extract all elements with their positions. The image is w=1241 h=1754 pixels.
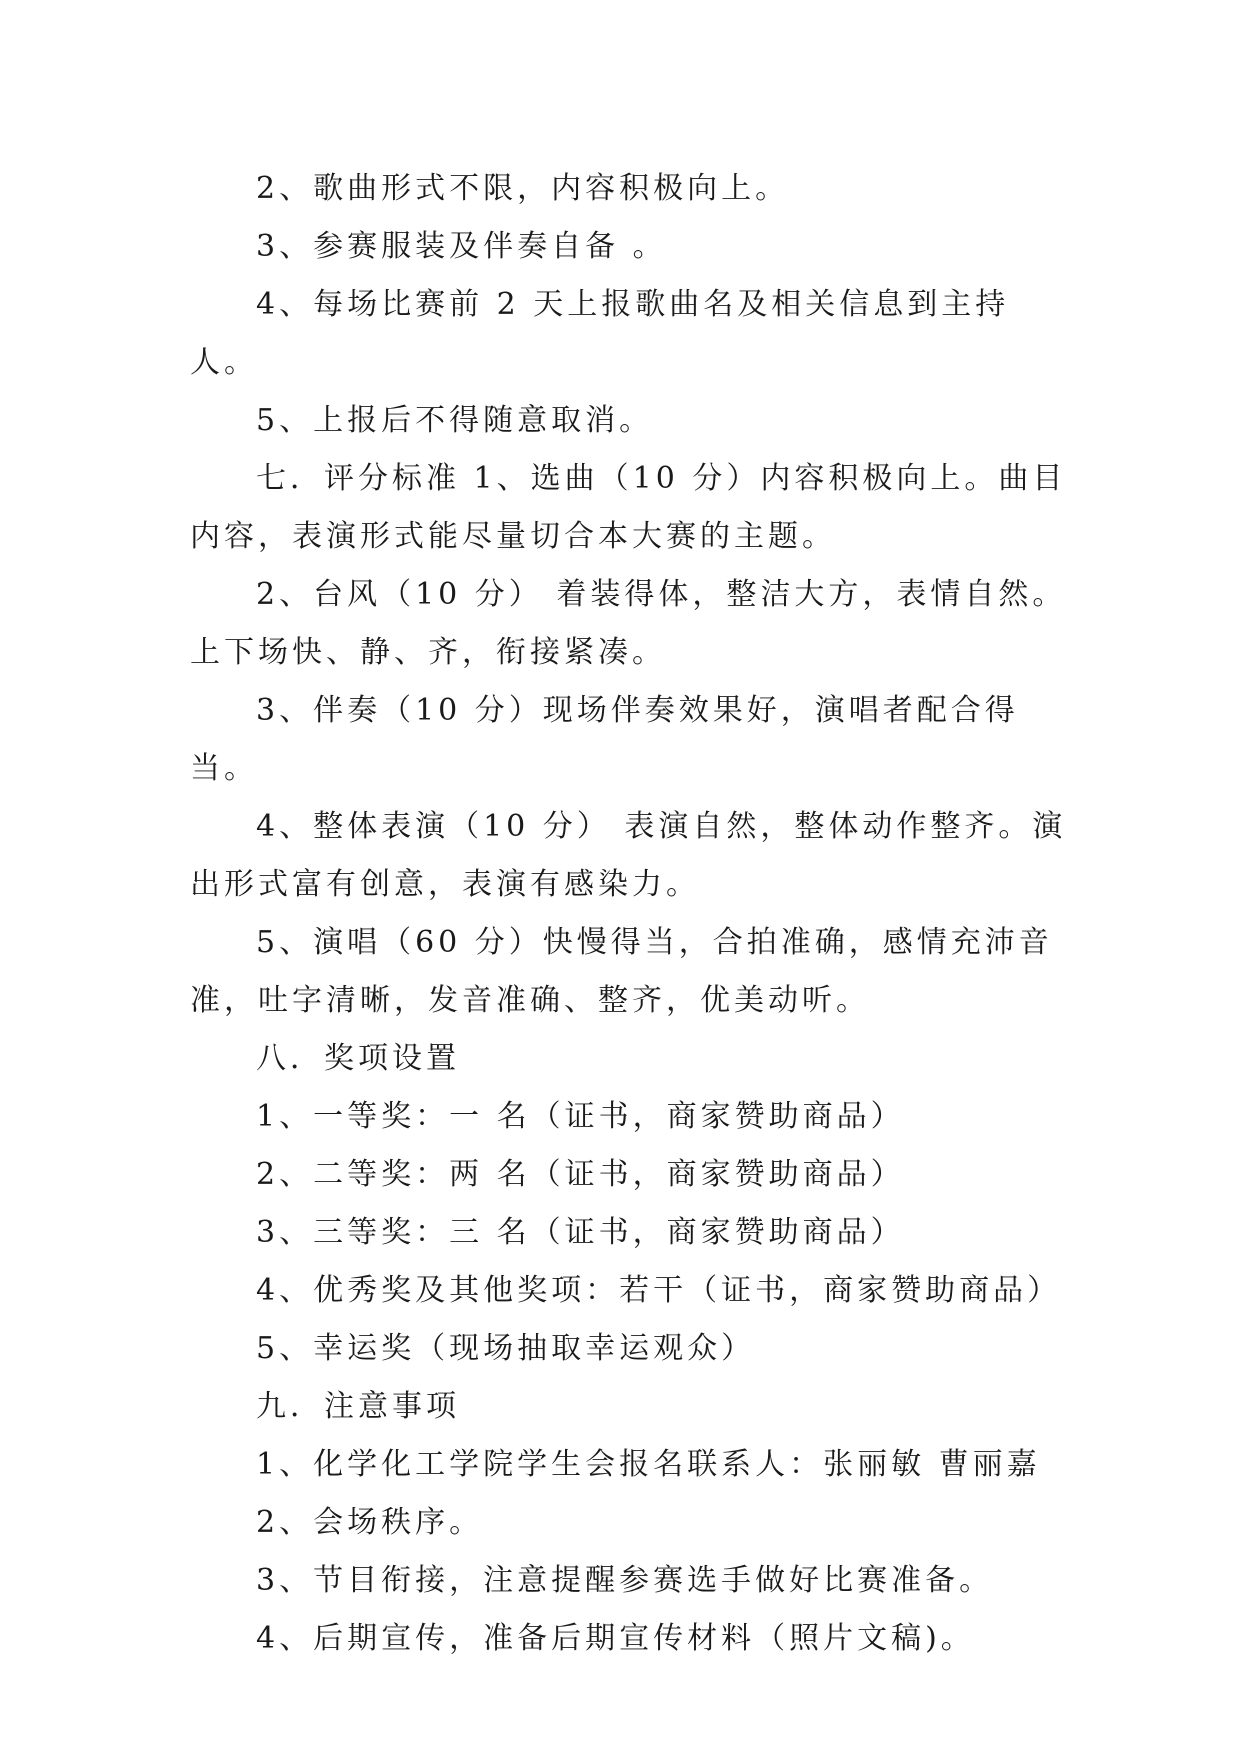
paragraph: 5、幸运奖（现场抽取幸运观众）	[256, 1331, 756, 1366]
paragraph: 3、节目衔接，注意提醒参赛选手做好比赛准备。	[256, 1563, 994, 1598]
paragraph: 2、会场秩序。	[256, 1505, 484, 1540]
paragraph: 3、三等奖：三 名（证书，商家赞助商品）	[256, 1215, 905, 1250]
paragraph: 1、一等奖：一 名（证书，商家赞助商品）	[256, 1099, 905, 1134]
document-body	[190, 160, 1070, 1668]
paragraph: 5、上报后不得随意取消。	[256, 403, 654, 438]
paragraph: 2、歌曲形式不限，内容积极向上。	[256, 171, 790, 206]
paragraph: 4、整体表演（10 分） 表演自然，整体动作整齐。演出形式富有创意，表演有感染力。	[190, 809, 1067, 902]
paragraph: 2、台风（10 分） 着装得体，整洁大方，表情自然。上下场快、静、齐，衔接紧凑。	[190, 577, 1067, 670]
paragraph: 1、化学化工学院学生会报名联系人：张丽敏 曹丽嘉	[256, 1447, 1041, 1482]
section-heading: 八．奖项设置	[256, 1041, 460, 1076]
paragraph: 5、演唱（60 分）快慢得当，合拍准确，感情充沛音准，吐字清晰，发音准确、整齐，优美动听。	[190, 925, 1053, 1018]
paragraph: 4、后期宣传，准备后期宣传材料（照片文稿)。	[256, 1621, 975, 1656]
paragraph: 2、二等奖：两 名（证书，商家赞助商品）	[256, 1157, 905, 1192]
section-heading: 九．注意事项	[256, 1389, 460, 1424]
paragraph: 3、参赛服装及伴奏自备 。	[256, 229, 667, 264]
paragraph: 3、伴奏（10 分）现场伴奏效果好，演唱者配合得当。	[190, 693, 1019, 786]
paragraph: 4、每场比赛前 2 天上报歌曲名及相关信息到主持人。	[190, 287, 1010, 380]
paragraph: 七．评分标准 1、选曲（10 分）内容积极向上。曲目内容，表演形式能尽量切合本大赛的主题。	[190, 461, 1067, 554]
paragraph: 4、优秀奖及其他奖项：若干（证书，商家赞助商品）	[256, 1273, 1062, 1308]
